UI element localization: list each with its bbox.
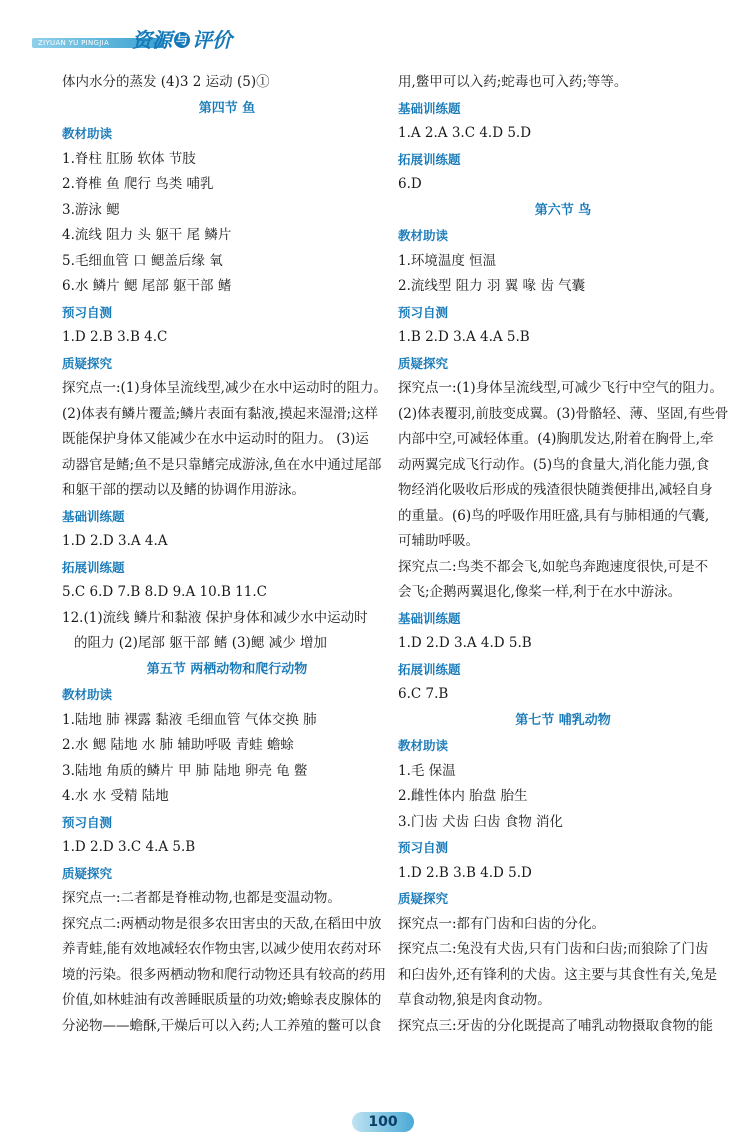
subheading: 教材助读 — [62, 126, 113, 141]
subheading: 预习自测 — [62, 304, 113, 320]
answer-line: 3.陆地 角质的鳞片 甲 肺 陆地 卵壳 龟 鳖 — [62, 762, 308, 779]
answer-line: 探究点二:鸟类不都会飞,如鸵鸟奔跑速度很快,可是不 — [398, 558, 709, 575]
subheading: 质疑探究 — [398, 355, 449, 371]
left-column — [62, 70, 392, 1039]
answer-line: 探究点三:牙齿的分化既提高了哺乳动物摄取食物的能 — [398, 1017, 714, 1034]
answer-line: 会飞;企鹅两翼退化,像桨一样,利于在水中游泳。 — [398, 584, 682, 600]
header-title — [132, 24, 232, 53]
subheading: 基础训练题 — [62, 508, 125, 524]
page-header — [32, 24, 292, 58]
answer-line: 内部中空,可减轻体重。(4)胸肌发达,附着在胸骨上,牵 — [398, 431, 714, 447]
header-pinyin: ZIYUAN YU PINGJIA — [38, 39, 110, 47]
subheading: 预习自测 — [398, 304, 449, 320]
subheading: 预习自测 — [398, 840, 449, 855]
page-number: 100 — [368, 1114, 398, 1130]
answer-line: 探究点一:(1)身体呈流线型,减少在水中运动时的阻力。 — [62, 380, 387, 396]
answer-line: 和躯干部的摆动以及鳍的协调作用游泳。 — [62, 482, 305, 498]
answer-line: 3.门齿 犬齿 臼齿 食物 消化 — [398, 813, 564, 830]
answer-line: 的阻力 (2)尾部 躯干部 鳍 (3)鳃 减少 增加 — [74, 635, 327, 651]
answer-line: 动两翼完成飞行动作。(5)鸟的食量大,消化能力强,食 — [398, 456, 710, 473]
answer-line: 用,鳖甲可以入药;蛇毒也可入药;等等。 — [398, 74, 628, 90]
answer-line: 1.D 2.D 3.A 4.D 5.B — [398, 635, 532, 651]
header-title-part1: 资源 — [132, 28, 172, 52]
header-title-connector: 与 — [175, 33, 188, 47]
answer-line: 3.游泳 鳃 — [62, 201, 120, 218]
answer-line: 2.流线型 阻力 羽 翼 喙 齿 气囊 — [398, 278, 586, 294]
answer-line: 1.A 2.A 3.C 4.D 5.D — [398, 125, 532, 141]
header-title-part2: 评价 — [192, 28, 232, 52]
answer-line: 6.水 鳞片 鳃 尾部 躯干部 鳍 — [62, 278, 232, 294]
subheading: 质疑探究 — [62, 355, 113, 371]
answer-line: 境的污染。很多两栖动物和爬行动物还具有较高的药用 — [62, 966, 386, 983]
subheading: 拓展训练题 — [398, 151, 461, 167]
answer-line: 4.水 水 受精 陆地 — [62, 788, 169, 804]
answer-line: 6.C 7.B — [398, 686, 449, 702]
answer-line: 1.毛 保温 — [398, 762, 456, 779]
answer-line: 1.D 2.D 3.C 4.A 5.B — [62, 839, 196, 855]
answer-line: 可辅助呼吸。 — [398, 533, 479, 549]
answer-line: 2.水 鳃 陆地 水 肺 辅助呼吸 青蛙 蟾蜍 — [62, 737, 294, 753]
answer-line: 探究点二:兔没有犬齿,只有门齿和臼齿;而狼除了门齿 — [398, 941, 709, 957]
subheading: 预习自测 — [62, 814, 113, 830]
subheading: 教材助读 — [398, 738, 449, 753]
answer-line: 1.D 2.B 3.B 4.C — [62, 329, 168, 345]
answer-line: 4.流线 阻力 头 躯干 尾 鳞片 — [62, 227, 232, 243]
subheading: 教材助读 — [62, 687, 113, 702]
answer-line: (2)体表有鳞片覆盖;鳞片表面有黏液,摸起来湿滑;这样 — [62, 405, 379, 422]
answer-line: 和臼齿外,还有锋利的犬齿。这主要与其食性有关,兔是 — [398, 966, 718, 983]
answer-line: 5.毛细血管 口 鳃盖后缘 氧 — [62, 252, 223, 269]
answer-line: 1.B 2.D 3.A 4.A 5.B — [398, 329, 530, 345]
answer-line: 1.D 2.D 3.A 4.A — [62, 533, 168, 549]
answer-line: 价值,如林蛙油有改善睡眠质量的功效;蟾蜍表皮腺体的 — [62, 992, 382, 1008]
answer-line: 动器官是鳍;鱼不是只靠鳍完成游泳,鱼在水中通过尾部 — [62, 456, 382, 473]
subheading: 基础训练题 — [398, 610, 461, 626]
answer-line: 5.C 6.D 7.B 8.D 9.A 10.B 11.C — [62, 584, 267, 600]
answer-line: 物经消化吸收后形成的残渣很快随粪便排出,减轻自身 — [398, 482, 713, 498]
section-title: 第六节 鸟 — [534, 202, 592, 218]
answer-line: 体内水分的蒸发 (4)3 2 运动 (5)① — [62, 74, 270, 90]
answer-line: 的重量。(6)鸟的呼吸作用旺盛,具有与肺相通的气囊, — [398, 507, 710, 524]
answer-line: 养青蛙,能有效地减轻农作物虫害,以减少使用农药对环 — [62, 941, 382, 957]
right-column — [398, 70, 728, 1039]
answer-line: 2.脊椎 鱼 爬行 鸟类 哺乳 — [62, 176, 214, 192]
answer-line: 2.雌性体内 胎盘 胎生 — [398, 788, 528, 804]
answer-line: 探究点一:二者都是脊椎动物,也都是变温动物。 — [62, 890, 341, 906]
answer-line: 12.(1)流线 鳞片和黏液 保护身体和减少水中运动时 — [62, 609, 368, 626]
answer-line: 分泌物——蟾酥,干燥后可以入药;人工养殖的鳖可以食 — [62, 1017, 382, 1034]
subheading: 基础训练题 — [398, 100, 461, 116]
subheading: 拓展训练题 — [62, 559, 125, 575]
answer-line: 1.脊柱 肛肠 软体 节肢 — [62, 150, 196, 167]
answer-line: 1.陆地 肺 裸露 黏液 毛细血管 气体交换 肺 — [62, 711, 317, 728]
page-footer — [352, 1108, 414, 1134]
subheading: 拓展训练题 — [398, 661, 461, 677]
answer-line: 1.D 2.B 3.B 4.D 5.D — [398, 864, 532, 881]
subheading: 质疑探究 — [398, 891, 449, 906]
section-title: 第七节 哺乳动物 — [515, 712, 611, 728]
subheading: 教材助读 — [398, 228, 449, 243]
answer-line: 1.环境温度 恒温 — [398, 252, 497, 269]
section-title: 第四节 鱼 — [198, 100, 256, 116]
answer-line: (2)体表覆羽,前肢变成翼。(3)骨骼轻、薄、坚固,有些骨 — [398, 405, 728, 422]
subheading: 质疑探究 — [62, 865, 113, 881]
answer-line: 探究点二:两栖动物是很多农田害虫的天敌,在稻田中放 — [62, 915, 382, 932]
answer-line: 探究点一:都有门齿和臼齿的分化。 — [398, 915, 606, 932]
answer-line: 草食动物,狼是肉食动物。 — [398, 992, 551, 1008]
answer-line: 探究点一:(1)身体呈流线型,可减少飞行中空气的阻力。 — [398, 380, 723, 396]
answer-line: 6.D — [398, 176, 422, 192]
section-title: 第五节 两栖动物和爬行动物 — [146, 661, 308, 677]
answer-line: 既能保护身体又能减少在水中运动时的阻力。 (3)运 — [62, 431, 369, 447]
